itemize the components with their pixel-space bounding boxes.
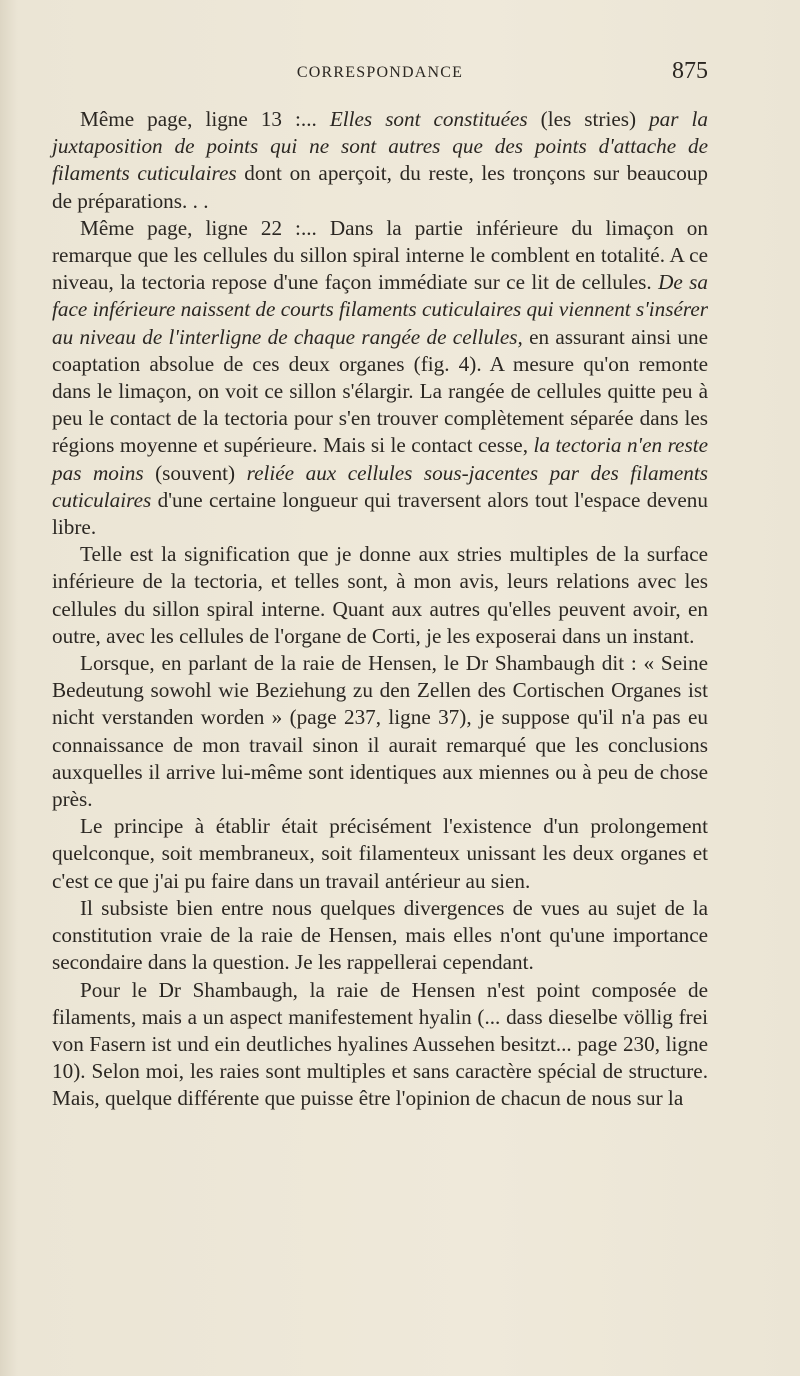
- page-header: [52, 58, 708, 90]
- text-run: Même page, ligne 13 :...: [80, 107, 330, 131]
- text-run: dont on aperçoit, du reste, les tronçons sur beaucoup de préparations. . .: [52, 161, 708, 213]
- italic-text: Elles sont constituées: [329, 107, 528, 131]
- text-run: Il subsiste bien entre nous quelques divergences de vues au sujet de la constitution vraie de la raie de Hensen, mais elles n'ont qu'une importance secondaire dans la question. Je les rappellerai cependant.: [52, 895, 708, 975]
- text-run: Telle est la signification que je donne aux stries multiples de la surface inférieure de la tectoria, et telles sont, à mon avis, leurs relations avec les cellules du sillon spiral interne. Quant aux autres qu'elles peuvent avoir, en outre, avec les cellules de l'organe de Corti, je les exposerai dans un instant.: [52, 542, 708, 648]
- text-run: Même page, ligne 22 :... Dans la partie inférieure du limaçon on remarque que les cellules du sillon spiral interne le comblent en totalité. A ce niveau, la tectoria repose d'une façon immédiate sur ce lit de cellules.: [52, 215, 708, 295]
- paragraph: [52, 106, 708, 215]
- italic-text: la tectoria n'en reste pas moins: [52, 433, 708, 485]
- italic-text: reliée aux cellules sous-jacentes par des filaments cuticulaires: [52, 460, 708, 512]
- italic-text: De sa face inférieure naissent de courts filaments cuticulaires qui viennent s'insérer au niveau de l'interligne de chaque rangée de cellules,: [52, 270, 709, 349]
- text-run: (souvent): [143, 460, 247, 485]
- paragraph: [52, 541, 708, 650]
- text-run: d'une certaine longueur qui traversent alors tout l'espace devenu libre.: [52, 487, 708, 540]
- paragraph: [52, 977, 708, 1113]
- text-run: en assurant ainsi une coaptation absolue de ces deux organes (fig. 4). A mesure qu'on remonte dans le limaçon, on voit ce sillon s'élargir. La rangée de cellules quitte peu à peu le contact de la tectoria pour s'en trouver complètement séparée dans les régions moyenne et supérieure. Mais si le contact cesse,: [52, 324, 708, 458]
- paragraph: [52, 813, 708, 895]
- running-head: CORRESPONDANCE: [296, 64, 464, 81]
- paragraph: [52, 215, 708, 541]
- paragraph: [52, 650, 708, 813]
- text-run: Lorsque, en parlant de la raie de Hensen, le Dr Shambaugh dit : « Seine Bedeutung sowohl wie Beziehung zu den Zellen des Cortischen Organes ist nicht verstanden worden » (page 237, ligne 37), je suppose qu'il n'a pas eu connaissance de mon travail sinon il aurait remarqué que les conclusions auxquelles il arrive lui-même sont identiques aux miennes ou à peu de chose près.: [52, 651, 708, 812]
- text-run: Le principe à établir était précisément l'existence d'un prolongement quelconque, soit membraneux, soit filamenteux unissant les deux organes et c'est ce que j'ai pu faire dans un travail antérieur au sien.: [52, 814, 708, 893]
- text-run: (les stries): [527, 107, 650, 131]
- paragraph: [52, 895, 708, 977]
- text-run: Pour le Dr Shambaugh, la raie de Hensen n'est point composée de filaments, mais a un aspect manifestement hyalin (... dass dieselbe völlig frei von Fasern ist und ein deutliches hyalines Aussehen besitzt... page 230, ligne 10). Selon moi, les raies sont multiples et sans caractère spécial de structure. Mais, quelque différente que puisse être l'opinion de chacun de nous sur la: [52, 977, 708, 1111]
- body-text: [52, 106, 708, 1113]
- page-number: 875: [672, 58, 708, 84]
- italic-text: par la juxtaposition de points qui ne sont autres que des points d'attache de filaments cuticulaires: [52, 107, 709, 186]
